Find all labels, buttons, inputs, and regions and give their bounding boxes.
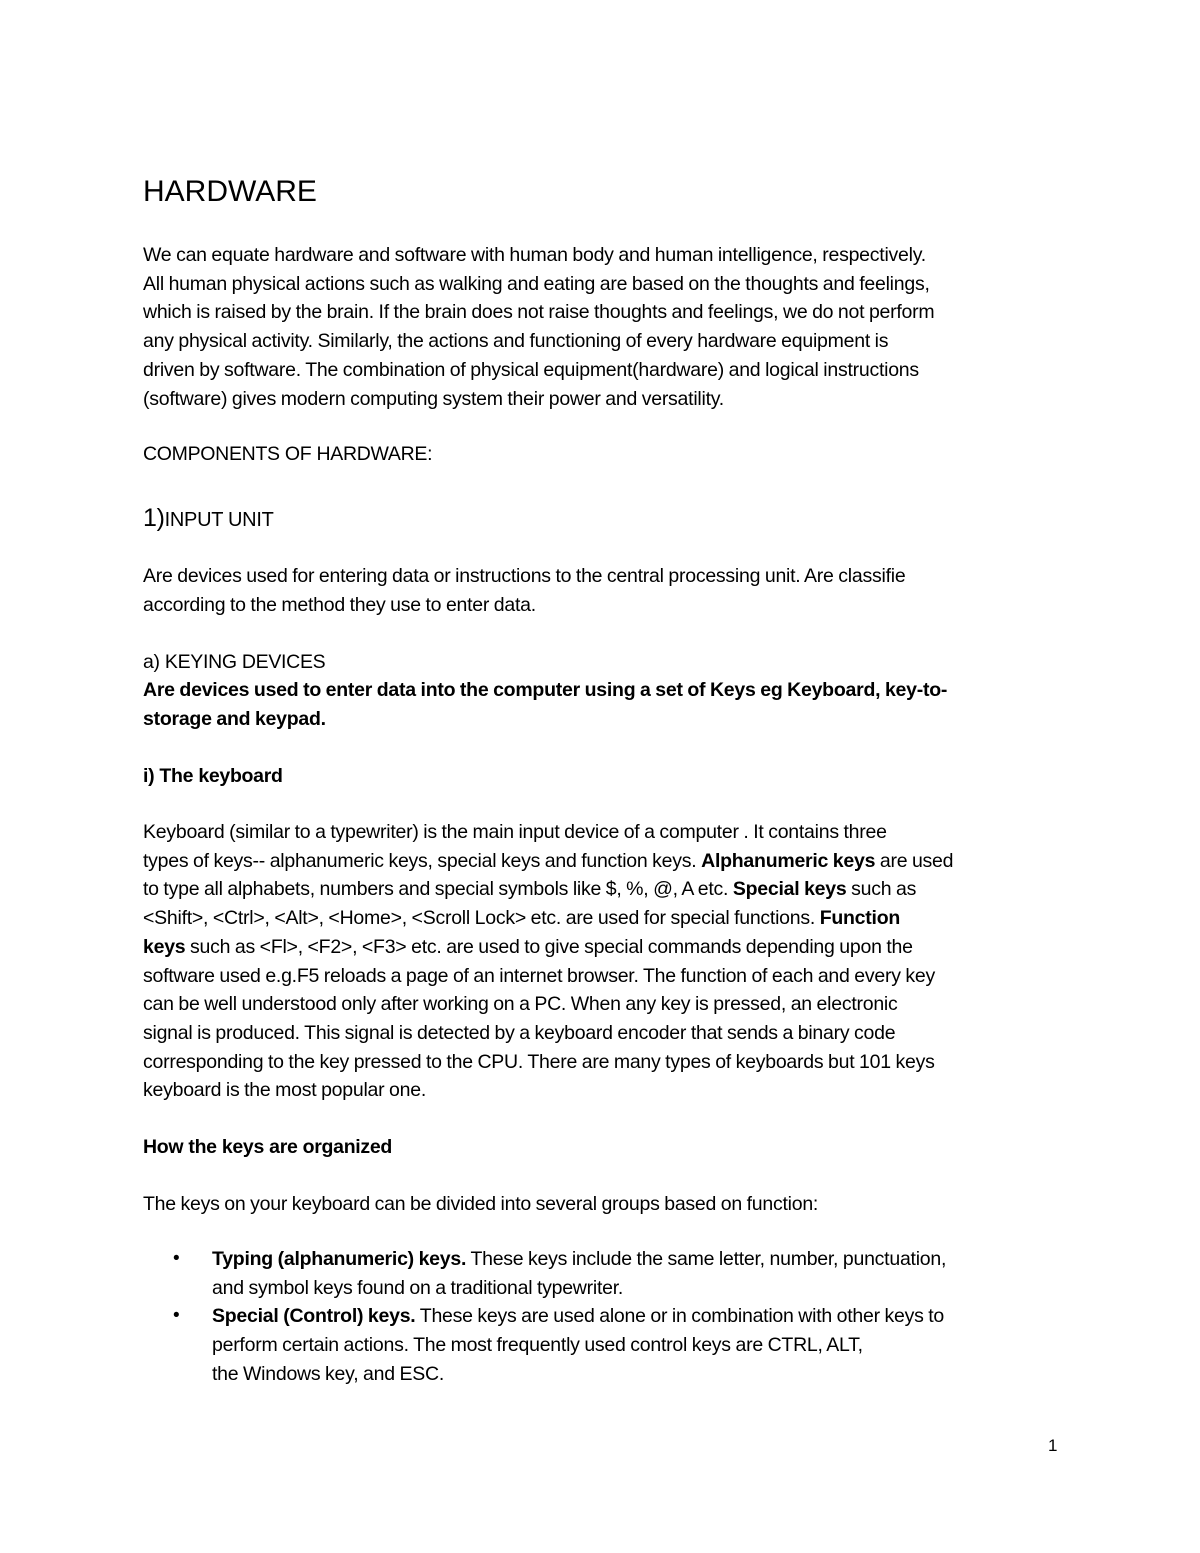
- keys-organized-paragraph: The keys on your keyboard can be divided into several groups based on function:: [143, 1193, 819, 1215]
- intro-paragraph: [143, 241, 1068, 413]
- input-unit-number: 1): [143, 504, 165, 532]
- keys-organized-heading: How the keys are organized: [143, 1136, 393, 1158]
- list-item-term: Special (Control) keys.: [212, 1305, 416, 1328]
- intro-line: All human physical actions such as walking and eating are based on the thoughts and feelings,: [143, 272, 930, 295]
- list-item-text: These keys are used alone or in combination with other keys to: [415, 1305, 945, 1328]
- keyboard-line: <Shift>, <Ctrl>, <Alt>, <Home>, <Scroll Lock> etc. are used for special functions.: [143, 907, 820, 930]
- alphanumeric-keys-term: Alphanumeric keys: [701, 849, 876, 872]
- keying-devices-paragraph: [143, 676, 1068, 733]
- intro-line: any physical activity. Similarly, the actions and functioning of every hardware equipment is: [143, 330, 889, 353]
- list-item-text: perform certain actions. The most frequently used control keys are CTRL, ALT,: [212, 1334, 863, 1357]
- input-unit-heading: [143, 502, 1068, 536]
- keyboard-line: such as: [846, 878, 917, 901]
- input-unit-line: Are devices used for entering data or instructions to the central processing unit. Are classifie: [143, 565, 906, 587]
- bullet-icon: •: [173, 1248, 180, 1269]
- intro-line: which is raised by the brain. If the brain does not raise thoughts and feelings, we do not perform: [143, 301, 935, 324]
- list-item: [143, 1302, 1068, 1388]
- keyboard-line: software used e.g.F5 reloads a page of an internet browser. The function of each and every key: [143, 964, 935, 987]
- keyboard-paragraph: [143, 818, 1068, 1105]
- keyboard-line: can be well understood only after working on a PC. When any key is pressed, an electronic: [143, 993, 898, 1016]
- intro-line: We can equate hardware and software with human body and human intelligence, respectively.: [143, 244, 926, 266]
- keyboard-line: signal is produced. This signal is detected by a keyboard encoder that sends a binary code: [143, 1021, 896, 1044]
- list-item-term: Typing (alphanumeric) keys.: [212, 1248, 467, 1270]
- intro-line: driven by software. The combination of physical equipment(hardware) and logical instructions: [143, 358, 919, 381]
- input-unit-line: according to the method they use to enter data.: [143, 593, 536, 616]
- function-keys-term: keys: [143, 935, 186, 958]
- key-groups-list: [143, 1245, 1068, 1389]
- keying-line: Are devices used to enter data into the computer using a set of Keys eg Keyboard, key-to-: [143, 679, 948, 701]
- input-unit-paragraph: [143, 562, 1068, 619]
- input-unit-label: INPUT UNIT: [164, 509, 274, 531]
- keyboard-line: such as <Fl>, <F2>, <F3> etc. are used to give special commands depending upon the: [185, 935, 913, 958]
- document-title: HARDWARE: [143, 175, 317, 208]
- keyboard-line: types of keys-- alphanumeric keys, special keys and function keys.: [143, 849, 702, 872]
- function-keys-term: Function: [819, 907, 901, 930]
- keyboard-line: corresponding to the key pressed to the CPU. There are many types of keyboards but 101 keys: [143, 1050, 935, 1073]
- keying-devices-heading: a) KEYING DEVICES: [143, 651, 326, 673]
- keyboard-line: to type all alphabets, numbers and special symbols like $, %, @, A etc.: [143, 878, 733, 901]
- keyboard-line: Keyboard (similar to a typewriter) is the main input device of a computer . It contains three: [143, 821, 887, 843]
- keyboard-line: keyboard is the most popular one.: [143, 1079, 427, 1102]
- keying-line: storage and keypad.: [143, 707, 326, 730]
- bullet-icon: •: [173, 1305, 180, 1327]
- keyboard-heading: i) The keyboard: [143, 765, 283, 787]
- list-item-text: These keys include the same letter, number, punctuation,: [466, 1248, 947, 1270]
- components-heading: COMPONENTS OF HARDWARE:: [143, 443, 433, 465]
- list-item-text: the Windows key, and ESC.: [212, 1362, 444, 1385]
- page-number: 1: [1048, 1436, 1058, 1455]
- special-keys-term: Special keys: [732, 878, 847, 901]
- intro-line: (software) gives modern computing system their power and versatility.: [143, 387, 724, 410]
- list-item-text: and symbol keys found on a traditional typewriter.: [212, 1276, 624, 1299]
- list-item: [143, 1245, 1068, 1302]
- keyboard-line: are used: [875, 849, 954, 872]
